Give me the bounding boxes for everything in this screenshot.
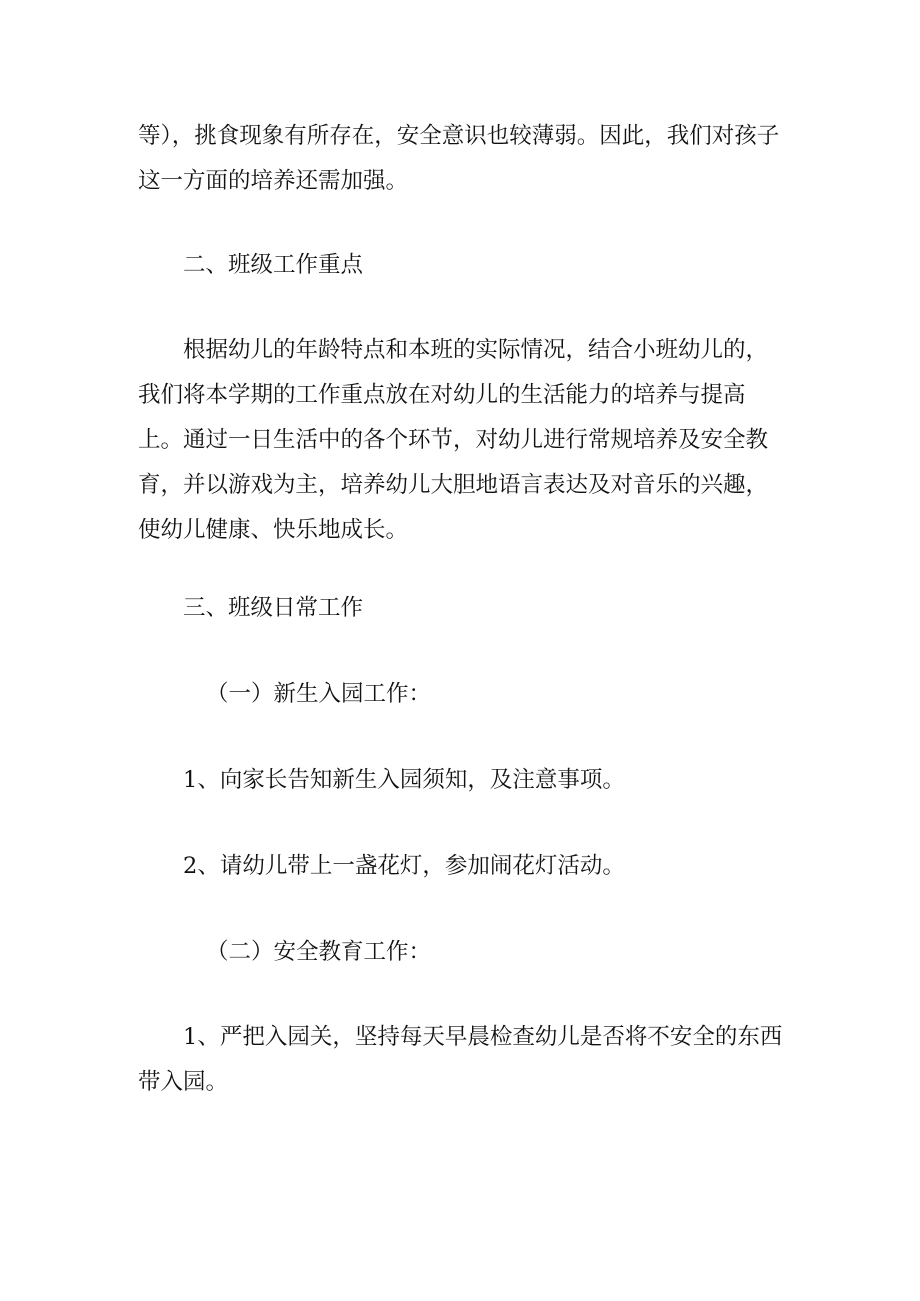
subheading-safety-education: （二）安全教育工作： [206, 939, 432, 965]
paragraph-picky-eating: 等），挑食现象有所存在，安全意识也较薄弱。因此，我们对孩子这一方面的培养还需加强。 [138, 123, 780, 194]
list-item-entry-check: 1、严把入园关，坚持每天早晨检查幼儿是否将不安全的东西带入园。 [138, 1024, 783, 1095]
heading-daily-work: 三、班级日常工作 [183, 595, 364, 621]
subheading-new-student-enrollment: （一）新生入园工作： [206, 681, 432, 707]
list-item-lantern-activity: 2、请幼儿带上一盏花灯，参加闹花灯活动。 [183, 853, 625, 879]
paragraph-work-focus: 根据幼儿的年龄特点和本班的实际情况，结合小班幼儿的，我们将本学期的工作重点放在对幼儿的生活能力的培养与提高上。通过一日生活中的各个环节，对幼儿进行常规培养及安全教育，并以游戏为主，培养幼儿大胆地语言表达及对音乐的兴趣，使幼儿健康、快乐地成长。 [138, 337, 769, 543]
heading-class-work-focus: 二、班级工作重点 [183, 252, 364, 278]
list-item-notify-parents: 1、向家长告知新生入园须知，及注意事项。 [183, 767, 625, 793]
